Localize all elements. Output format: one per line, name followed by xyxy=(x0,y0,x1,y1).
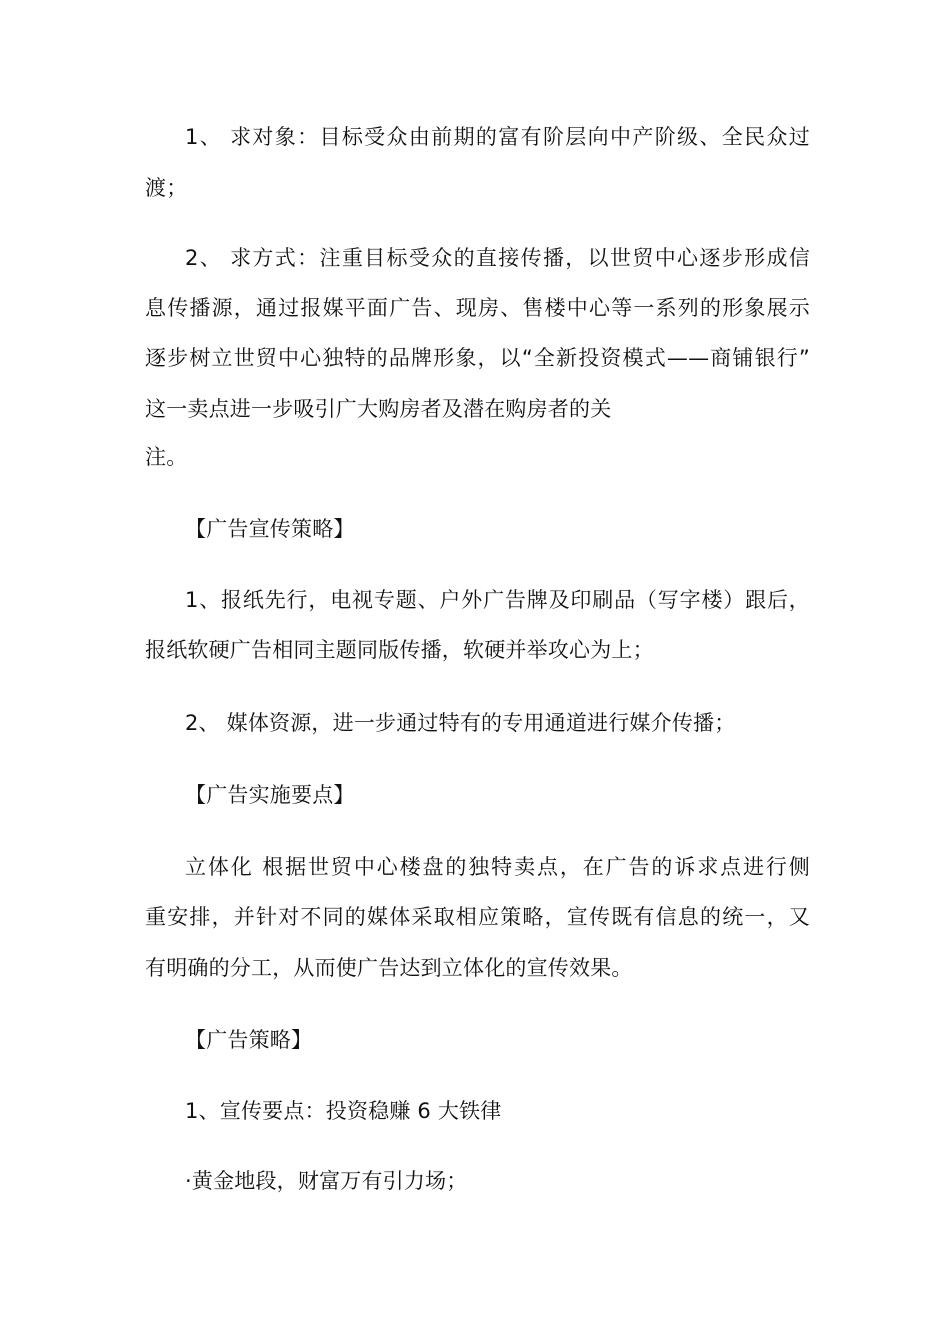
paragraph-line: 重安排，并针对不同的媒体采取相应策略，宣传既有信息的统一，又 xyxy=(145,905,810,929)
paragraph-line: 息传播源，通过报媒平面广告、现房、售楼中心等一系列的形象展示 xyxy=(145,296,810,320)
paragraph-line: 逐步树立世贸中心独特的品牌形象，以“全新投资模式——商铺银行” xyxy=(145,346,810,370)
paragraph-line: 报纸软硬广告相同主题同版传播，软硬并举攻心为上； xyxy=(145,638,654,662)
paragraph-line: 1、报纸先行，电视专题、户外广告牌及印刷品（写字楼）跟后， xyxy=(185,588,810,612)
paragraph-line: 2、 求方式：注重目标受众的直接传播，以世贸中心逐步形成信 xyxy=(185,246,810,270)
paragraph-line: 渡； xyxy=(145,176,188,200)
paragraph-line: 立体化 根据世贸中心楼盘的独特卖点，在广告的诉求点进行侧 xyxy=(185,855,810,879)
section-heading: 【广告策略】 xyxy=(185,1028,313,1052)
bullet-item: ·黄金地段，财富万有引力场； xyxy=(185,1169,468,1193)
paragraph-line: 注。 xyxy=(145,445,188,469)
paragraph-line: 1、 求对象：目标受众由前期的富有阶层向中产阶级、全民众过 xyxy=(185,125,810,149)
paragraph-line: 这一卖点进一步吸引广大购房者及潜在购房者的关 xyxy=(145,397,612,421)
paragraph-line: 2、 媒体资源，进一步通过特有的专用通道进行媒介传播； xyxy=(185,711,736,735)
paragraph-line: 1、宣传要点：投资稳赚 6 大铁律 xyxy=(185,1099,502,1123)
section-heading: 【广告实施要点】 xyxy=(185,783,355,807)
section-heading: 【广告宣传策略】 xyxy=(185,517,355,541)
paragraph-line: 有明确的分工，从而使广告达到立体化的宣传效果。 xyxy=(145,956,633,980)
